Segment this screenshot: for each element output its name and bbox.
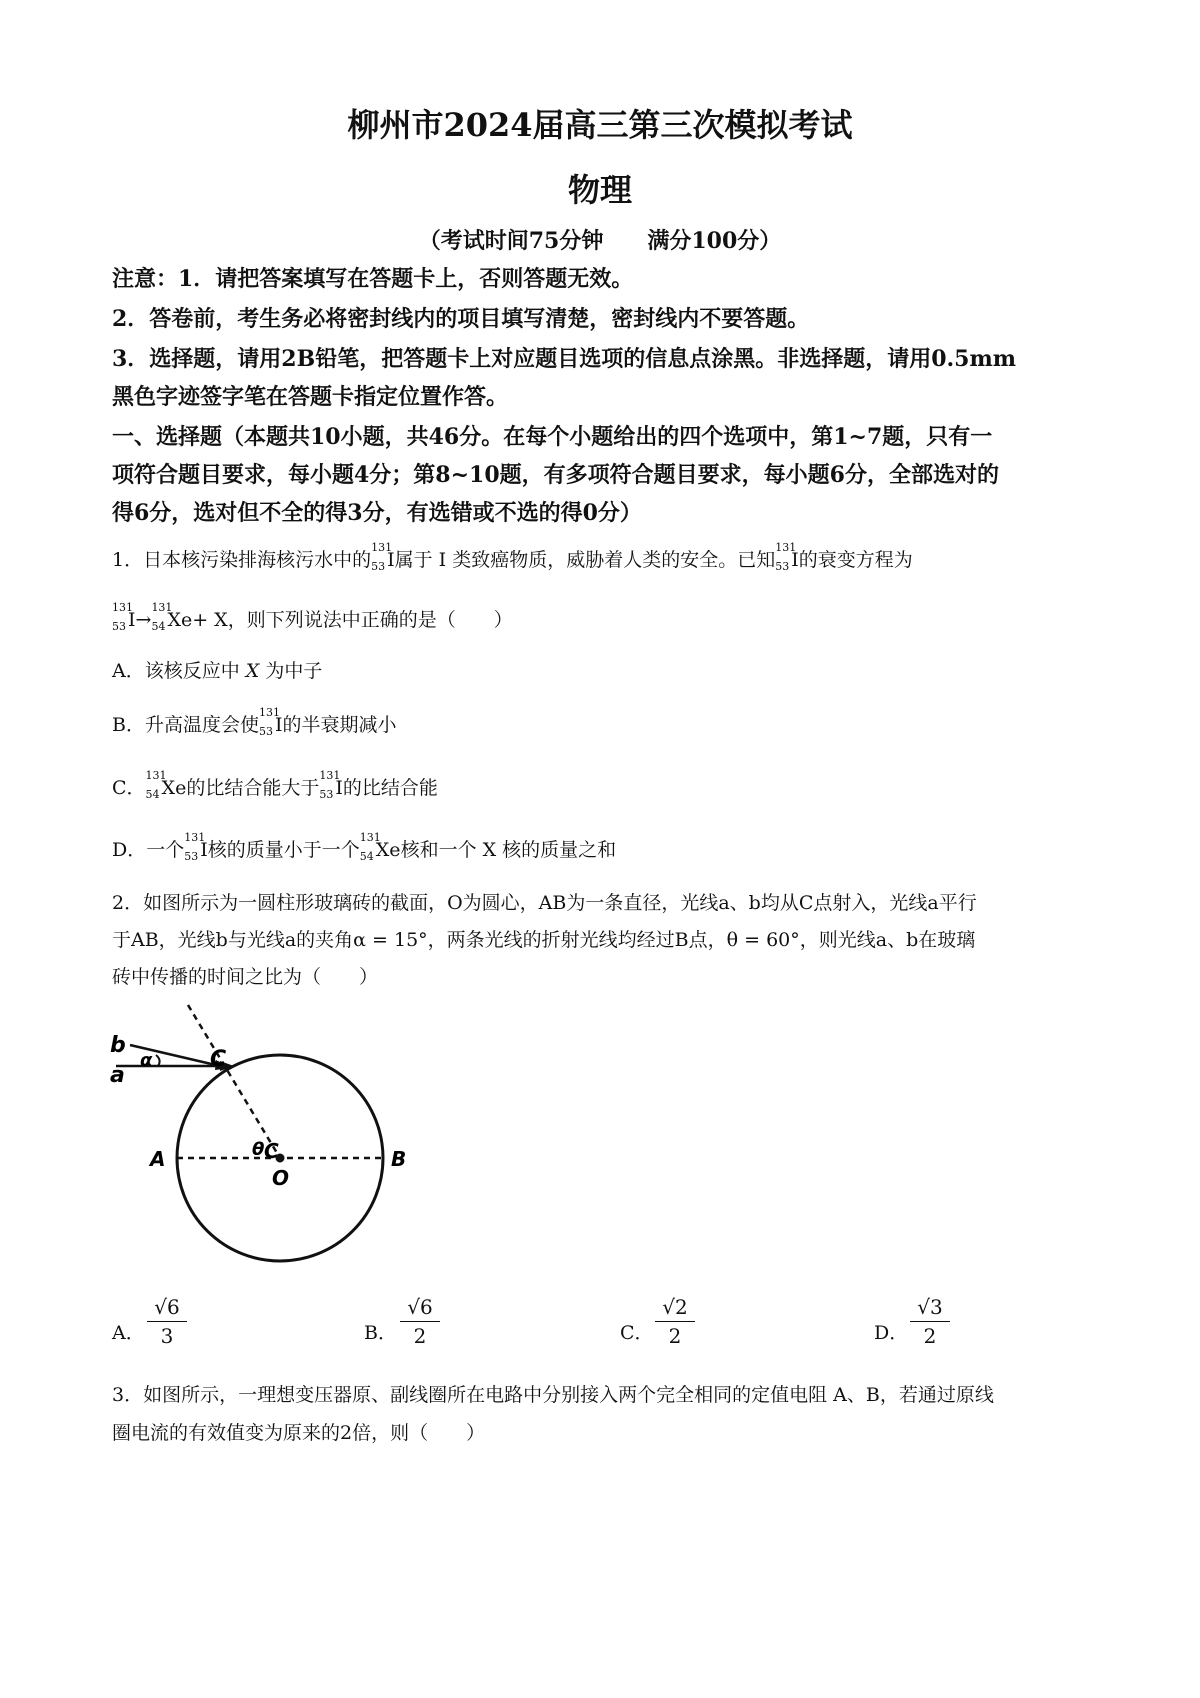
q1-option-d[interactable]: D．一个 131 53 I核的质量小于一个 131 54 Xe核和一个 X 核的质量之和 <box>112 831 617 863</box>
refracted-line-dashed <box>188 1005 280 1158</box>
iodine-nuclide: 131 53 I <box>112 601 136 633</box>
note-3-cont: 黑色字迹签字笔在答题卡指定位置作答。 <box>112 384 509 410</box>
exam-time: （考试时间75分钟 <box>418 228 604 254</box>
svg-text:C: C <box>264 1139 279 1163</box>
svg-text:a: a <box>110 1063 125 1088</box>
svg-text:b: b <box>110 1033 126 1058</box>
exam-info <box>0 224 1200 255</box>
xenon-nuclide: 131 54 Xe <box>359 831 401 863</box>
q2-stem-line3: 砖中传播的时间之比为（ ） <box>112 966 379 988</box>
q1-option-a[interactable]: A．该核反应中 X 为中子 <box>112 660 323 682</box>
iodine-nuclide: 131 53 I <box>319 769 343 801</box>
svg-text:B: B <box>391 1147 407 1171</box>
iodine-nuclide: 131 53 I <box>184 831 208 863</box>
xenon-nuclide: 131 54 Xe <box>145 769 187 801</box>
q2-stem-line2: 于AB，光线b与光线a的夹角α = 15°，两条光线的折射光线均经过B点，θ = 60°，则光线a、b在玻璃 <box>112 929 976 951</box>
q2-option-b-fraction: $\frac{√6}{2}$ <box>400 1295 440 1348</box>
iodine-nuclide: 131 53 I <box>258 706 283 738</box>
q3-stem-line2: 圈电流的有效值变为原来的2倍，则（ ） <box>112 1422 486 1444</box>
svg-text:α: α <box>140 1050 153 1071</box>
full-score: 满分100分） <box>647 228 782 254</box>
note-2: 2．答卷前，考生务必将密封线内的项目填写清楚，密封线内不要答题。 <box>112 306 810 332</box>
q1-option-b[interactable]: B．升高温度会使 131 53 I的半衰期减小 <box>112 706 397 738</box>
svg-text:C: C <box>210 1047 227 1072</box>
q2-option-d-fraction: $\frac{√3}{2}$ <box>910 1295 950 1348</box>
q2-option-a-fraction: $\frac{√6}{3}$ <box>147 1295 187 1348</box>
iodine-nuclide: 131 53 I <box>371 541 395 573</box>
q1-stem-line2: 131 53 I→ 131 54 Xe+ X，则下列说法中正确的是（ ） <box>112 601 513 633</box>
glass-brick-diagram <box>110 1000 410 1275</box>
q2-stem-line1: 2．如图所示为一圆柱形玻璃砖的截面，O为圆心，AB为一条直径，光线a、b均从C点射入，光线a平行 <box>112 892 977 914</box>
subject-title: 物理 <box>567 171 632 209</box>
q2-option-c-fraction: $\frac{√2}{2}$ <box>655 1295 695 1348</box>
q2-option-a[interactable]: A． <box>112 1322 145 1344</box>
svg-text:O: O <box>272 1166 290 1190</box>
section-heading-2: 项符合题目要求，每小题4分；第8~10题，有多项符合题目要求，每小题6分，全部选对的 <box>112 462 999 488</box>
q2-option-c[interactable]: C． <box>620 1322 654 1344</box>
q3-stem-line1: 3．如图所示，一理想变压器原、副线圈所在电路中分别接入两个完全相同的定值电阻 A、B，若通过原线 <box>112 1384 994 1406</box>
svg-text:A: A <box>150 1147 166 1171</box>
xenon-nuclide: 131 54 Xe <box>151 601 193 633</box>
q1-option-c[interactable]: C． 131 54 Xe的比结合能大于 131 53 I的比结合能 <box>112 769 438 801</box>
svg-text:θ: θ <box>252 1139 265 1160</box>
exam-title: 柳州市2024届高三第三次模拟考试 <box>347 106 853 144</box>
section-heading-1: 一、选择题（本题共10小题，共46分。在每个小题给出的四个选项中，第1~7题，只有一 <box>112 424 993 450</box>
note-3: 3．选择题，请用2B铅笔，把答题卡上对应题目选项的信息点涂黑。非选择题，请用0.5mm <box>112 346 1017 372</box>
iodine-nuclide: 131 53 I <box>775 541 799 573</box>
note-1: 注意：1．请把答案填写在答题卡上，否则答题无效。 <box>112 266 634 292</box>
section-heading-3: 得6分，选对但不全的得3分，有选错或不选的得0分） <box>112 500 642 526</box>
q2-option-b[interactable]: B． <box>364 1322 397 1344</box>
q2-option-d[interactable]: D． <box>874 1322 909 1344</box>
q1-stem-line1: 1．日本核污染排海核污水中的 131 53 I属于 I 类致癌物质，威胁着人类的安全。已知 131 53 I的衰变方程为 <box>112 541 913 573</box>
alpha-arc <box>156 1055 160 1066</box>
